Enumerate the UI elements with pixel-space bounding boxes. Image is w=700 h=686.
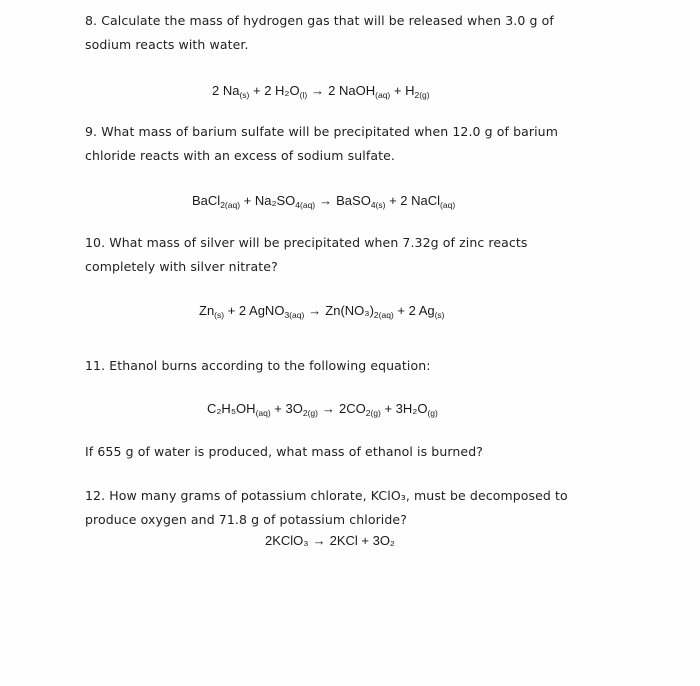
eq10-sub-1: (s)	[214, 310, 225, 320]
eq9-term-4: + 2 NaCl	[385, 193, 441, 208]
question-9-line-1: 9. What mass of barium sulfate will be precipitated when 12.0 g of barium	[85, 124, 558, 139]
eq11-term-2: + 3O	[270, 401, 303, 416]
question-12	[85, 484, 605, 532]
question-10-line-1: 10. What mass of silver will be precipitated when 7.32g of zinc reacts	[85, 235, 528, 250]
question-8-line-1: 8. Calculate the mass of hydrogen gas that will be released when 3.0 g of	[85, 13, 554, 28]
question-11-line-1: 11. Ethanol burns according to the following equation:	[85, 358, 431, 373]
eq11-sub-2: 2(g)	[302, 408, 318, 418]
equation-8	[212, 83, 430, 98]
eq10-sub-4: (s)	[434, 310, 445, 320]
question-9	[85, 120, 585, 168]
eq10-term-1: Zn	[199, 303, 215, 318]
question-11-prompt-line: If 655 g of water is produced, what mass of ethanol is burned?	[85, 444, 483, 459]
question-8-line-2: sodium reacts with water.	[85, 37, 249, 52]
eq9-term-3: BaSO	[336, 193, 371, 208]
eq9-term-2: + Na₂SO	[240, 193, 296, 208]
eq8-term-4: + H	[390, 83, 415, 98]
question-11	[85, 354, 585, 378]
eq12-term-1: 2KClO₃	[265, 533, 309, 548]
equation-10	[199, 303, 445, 318]
eq10-arrow-icon: →	[308, 303, 322, 318]
eq8-sub-3: (aq)	[375, 90, 391, 100]
eq12-term-2: 2KCl + 3O₂	[329, 533, 395, 548]
eq8-sub-1: (s)	[239, 90, 250, 100]
eq11-sub-4: (g)	[427, 408, 438, 418]
equation-11	[207, 401, 438, 416]
equation-9	[192, 193, 455, 208]
eq11-term-1: C₂H₅OH	[207, 401, 256, 416]
eq11-sub-3: 2(g)	[365, 408, 381, 418]
eq9-arrow-icon: →	[319, 193, 333, 208]
eq8-sub-4: 2(g)	[414, 90, 430, 100]
eq10-term-2: + 2 AgNO	[224, 303, 285, 318]
question-11-prompt	[85, 440, 585, 464]
question-8	[85, 9, 585, 57]
eq8-term-2: + 2 H₂O	[249, 83, 300, 98]
eq11-arrow-icon: →	[321, 401, 335, 416]
eq10-sub-2: 3(aq)	[284, 310, 305, 320]
question-10-line-2: completely with silver nitrate?	[85, 259, 278, 274]
question-12-line-1: 12. How many grams of potassium chlorate, KClO₃, must be decomposed to	[85, 488, 568, 503]
eq9-sub-3: 4(s)	[370, 200, 386, 210]
eq9-term-1: BaCl	[192, 193, 221, 208]
eq11-sub-1: (aq)	[255, 408, 271, 418]
question-12-line-2: produce oxygen and 71.8 g of potassium chloride?	[85, 512, 407, 527]
question-10	[85, 231, 585, 279]
eq8-term-1: 2 Na	[212, 83, 240, 98]
eq11-term-4: + 3H₂O	[380, 401, 428, 416]
eq8-sub-2: (l)	[299, 90, 308, 100]
eq9-sub-2: 4(aq)	[295, 200, 316, 210]
eq9-sub-1: 2(aq)	[220, 200, 241, 210]
eq10-term-3: Zn(NO₃)	[325, 303, 374, 318]
eq8-arrow-icon: →	[311, 83, 325, 98]
eq11-term-3: 2CO	[338, 401, 366, 416]
question-9-line-2: chloride reacts with an excess of sodium sulfate.	[85, 148, 395, 163]
eq10-sub-3: 2(aq)	[373, 310, 394, 320]
eq10-term-4: + 2 Ag	[393, 303, 435, 318]
eq12-arrow-icon: →	[312, 533, 326, 548]
eq9-sub-4: (aq)	[440, 200, 456, 210]
eq8-term-3: 2 NaOH	[328, 83, 376, 98]
equation-12	[265, 533, 395, 548]
